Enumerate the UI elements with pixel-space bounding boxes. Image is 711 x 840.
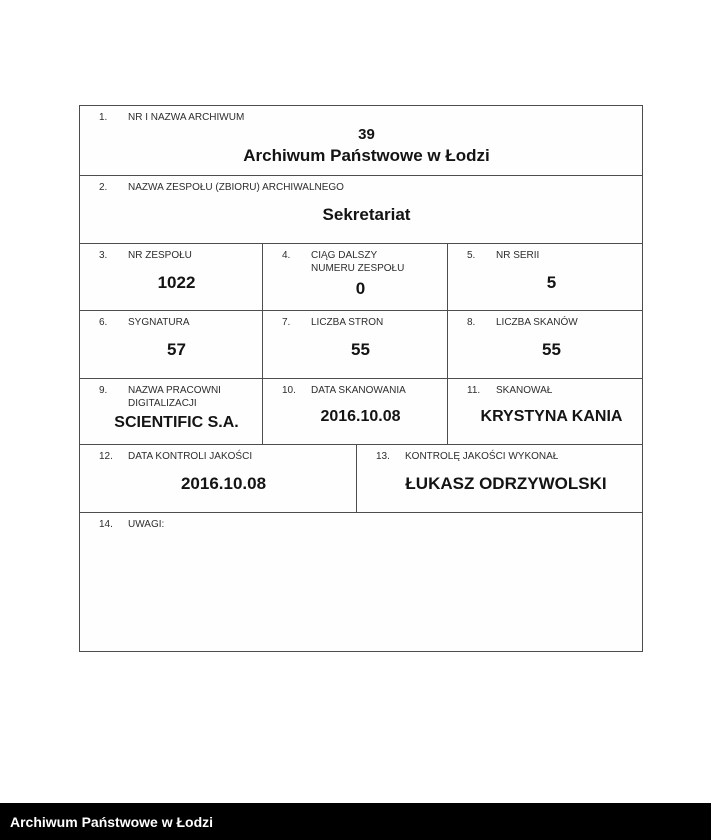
field-3-number: 3. bbox=[99, 250, 108, 261]
field-10-label-text: DATA SKANOWANIA bbox=[311, 385, 406, 396]
field-6-label-text: SYGNATURA bbox=[128, 317, 190, 328]
field-nr-zespolu bbox=[80, 244, 262, 310]
field-nr-serii bbox=[447, 244, 644, 310]
field-kontrole-wykonal bbox=[356, 445, 644, 512]
field-liczba-skanow bbox=[447, 311, 644, 378]
field-6-label bbox=[99, 316, 254, 329]
field-5-label-text: NR SERII bbox=[496, 250, 540, 261]
digitization-lab-value: SCIENTIFIC S.A. bbox=[114, 414, 239, 432]
field-7-label bbox=[282, 316, 439, 329]
field-9-label bbox=[99, 384, 254, 410]
field-14-label-text: UWAGI: bbox=[128, 519, 165, 530]
field-6-number: 6. bbox=[99, 317, 108, 328]
field-7-number: 7. bbox=[282, 317, 291, 328]
field-4-label-text: CIĄG DALSZY NUMERU ZESPOŁU bbox=[311, 250, 405, 274]
scanner-operator-value: KRYSTYNA KANIA bbox=[480, 407, 623, 425]
row-scanning-info bbox=[80, 378, 642, 444]
field-3-label-text: NR ZESPOŁU bbox=[128, 250, 192, 261]
field-2-label-text: NAZWA ZESPOŁU (ZBIORU) ARCHIWALNEGO bbox=[128, 182, 344, 193]
scan-date-value: 2016.10.08 bbox=[320, 407, 401, 425]
field-2-label bbox=[99, 181, 634, 194]
field-data-kontroli bbox=[80, 445, 356, 512]
field-skanowal bbox=[447, 379, 644, 444]
fonds-number-continuation-value: 0 bbox=[355, 279, 366, 299]
field-3-label bbox=[99, 249, 254, 262]
field-4-label bbox=[282, 249, 439, 275]
field-2-number: 2. bbox=[99, 182, 108, 193]
field-8-label bbox=[467, 316, 636, 329]
field-13-label-text: KONTROLĘ JAKOŚCI WYKONAŁ bbox=[405, 451, 559, 462]
field-7-label-text: LICZBA STRON bbox=[311, 317, 384, 328]
field-1-value bbox=[99, 124, 634, 168]
field-11-label bbox=[467, 384, 636, 397]
footer-archive-name: Archiwum Państwowe w Łodzi bbox=[10, 813, 214, 830]
field-data-skanowania bbox=[262, 379, 447, 444]
field-10-label bbox=[282, 384, 439, 397]
field-13-label bbox=[376, 450, 636, 463]
field-11-label-text: SKANOWAŁ bbox=[496, 385, 553, 396]
qc-date-value: 2016.10.08 bbox=[180, 474, 267, 494]
page-count-value: 55 bbox=[351, 340, 370, 360]
field-uwagi bbox=[80, 513, 642, 651]
remarks-value bbox=[99, 531, 634, 644]
field-8-number: 8. bbox=[467, 317, 476, 328]
row-fonds-name bbox=[80, 175, 642, 243]
field-ciag-dalszy-numeru bbox=[262, 244, 447, 310]
field-14-number: 14. bbox=[99, 519, 113, 530]
field-12-label-text: DATA KONTROLI JAKOŚCI bbox=[128, 451, 253, 462]
archive-name: Archiwum Państwowe w Łodzi bbox=[243, 145, 490, 165]
field-14-label bbox=[99, 518, 634, 531]
footer-bar bbox=[0, 803, 711, 840]
row-fonds-numbers bbox=[80, 243, 642, 310]
scan-count-value: 55 bbox=[542, 340, 561, 360]
field-9-label-text: NAZWA PRACOWNI DIGITALIZACJI bbox=[128, 385, 221, 409]
fonds-number-value: 1022 bbox=[157, 272, 196, 292]
row-remarks bbox=[80, 512, 642, 651]
field-10-number: 10. bbox=[282, 385, 296, 396]
field-liczba-stron bbox=[262, 311, 447, 378]
field-5-number: 5. bbox=[467, 250, 476, 261]
field-nazwa-pracowni bbox=[80, 379, 262, 444]
series-number-value: 5 bbox=[546, 272, 557, 292]
field-nr-i-nazwa-archiwum bbox=[80, 106, 642, 175]
field-sygnatura bbox=[80, 311, 262, 378]
qc-operator-value: ŁUKASZ ODRZYWOLSKI bbox=[405, 474, 607, 494]
row-signature-counts bbox=[80, 310, 642, 378]
field-1-label bbox=[99, 111, 634, 124]
field-1-number: 1. bbox=[99, 112, 108, 123]
field-4-number: 4. bbox=[282, 250, 291, 261]
field-12-number: 12. bbox=[99, 451, 113, 462]
fonds-name-value: Sekretariat bbox=[322, 205, 411, 225]
signature-value: 57 bbox=[167, 340, 186, 360]
row-archive-name bbox=[80, 106, 642, 175]
field-nazwa-zespolu bbox=[80, 176, 642, 243]
field-8-label-text: LICZBA SKANÓW bbox=[496, 317, 578, 328]
field-9-number: 9. bbox=[99, 385, 108, 396]
archive-metadata-form bbox=[79, 105, 643, 652]
field-13-number: 13. bbox=[376, 451, 390, 462]
field-11-number: 11. bbox=[467, 385, 481, 396]
field-1-label-text: NR I NAZWA ARCHIWUM bbox=[128, 112, 245, 123]
row-quality-control bbox=[80, 444, 642, 512]
archive-number: 39 bbox=[358, 126, 375, 143]
field-12-label bbox=[99, 450, 348, 463]
field-5-label bbox=[467, 249, 636, 262]
